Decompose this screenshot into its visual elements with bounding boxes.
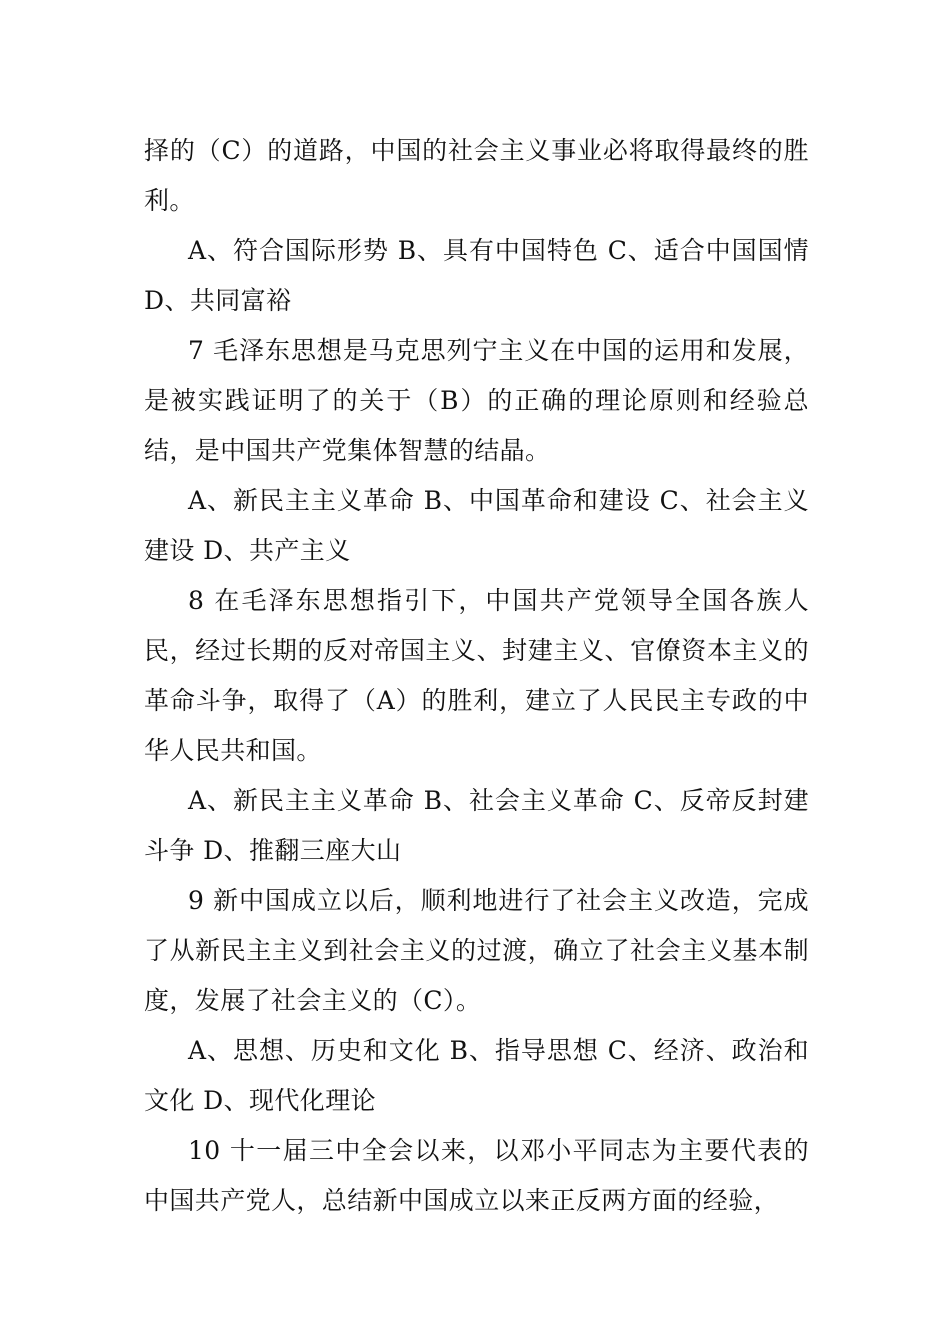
answer-options-9: A、思想、历史和文化 B、指导思想 C、经济、政治和文化 D、现代化理论 [144,1036,809,1115]
answer-options-6: A、符合国际形势 B、具有中国特色 C、适合中国国情 D、共同富裕 [144,236,809,315]
answer-options-8: A、新民主主义革命 B、社会主义革命 C、反帝反封建斗争 D、推翻三座大山 [144,786,809,865]
question-9: 9 新中国成立以后，顺利地进行了社会主义改造，完成了从新民主主义到社会主义的过渡，确立了社会主义基本制度，发展了社会主义的（C）。 [144,886,809,1015]
question-10: 10 十一届三中全会以来，以邓小平同志为主要代表的中国共产党人，总结新中国成立以来正反两方面的经验， [144,1136,809,1215]
answer-options-7: A、新民主主义革命 B、中国革命和建设 C、社会主义建设 D、共产主义 [144,486,809,565]
paragraph-continuation: 择的（C）的道路，中国的社会主义事业必将取得最终的胜利。 [144,136,809,215]
question-8: 8 在毛泽东思想指引下，中国共产党领导全国各族人民，经过长期的反对帝国主义、封建主义、官僚资本主义的革命斗争，取得了（A）的胜利，建立了人民民主专政的中华人民共和国。 [144,586,809,765]
question-7: 7 毛泽东思想是马克思列宁主义在中国的运用和发展，是被实践证明了的关于（B）的正确的理论原则和经验总结，是中国共产党集体智慧的结晶。 [144,336,809,465]
document-body [144,126,809,1226]
